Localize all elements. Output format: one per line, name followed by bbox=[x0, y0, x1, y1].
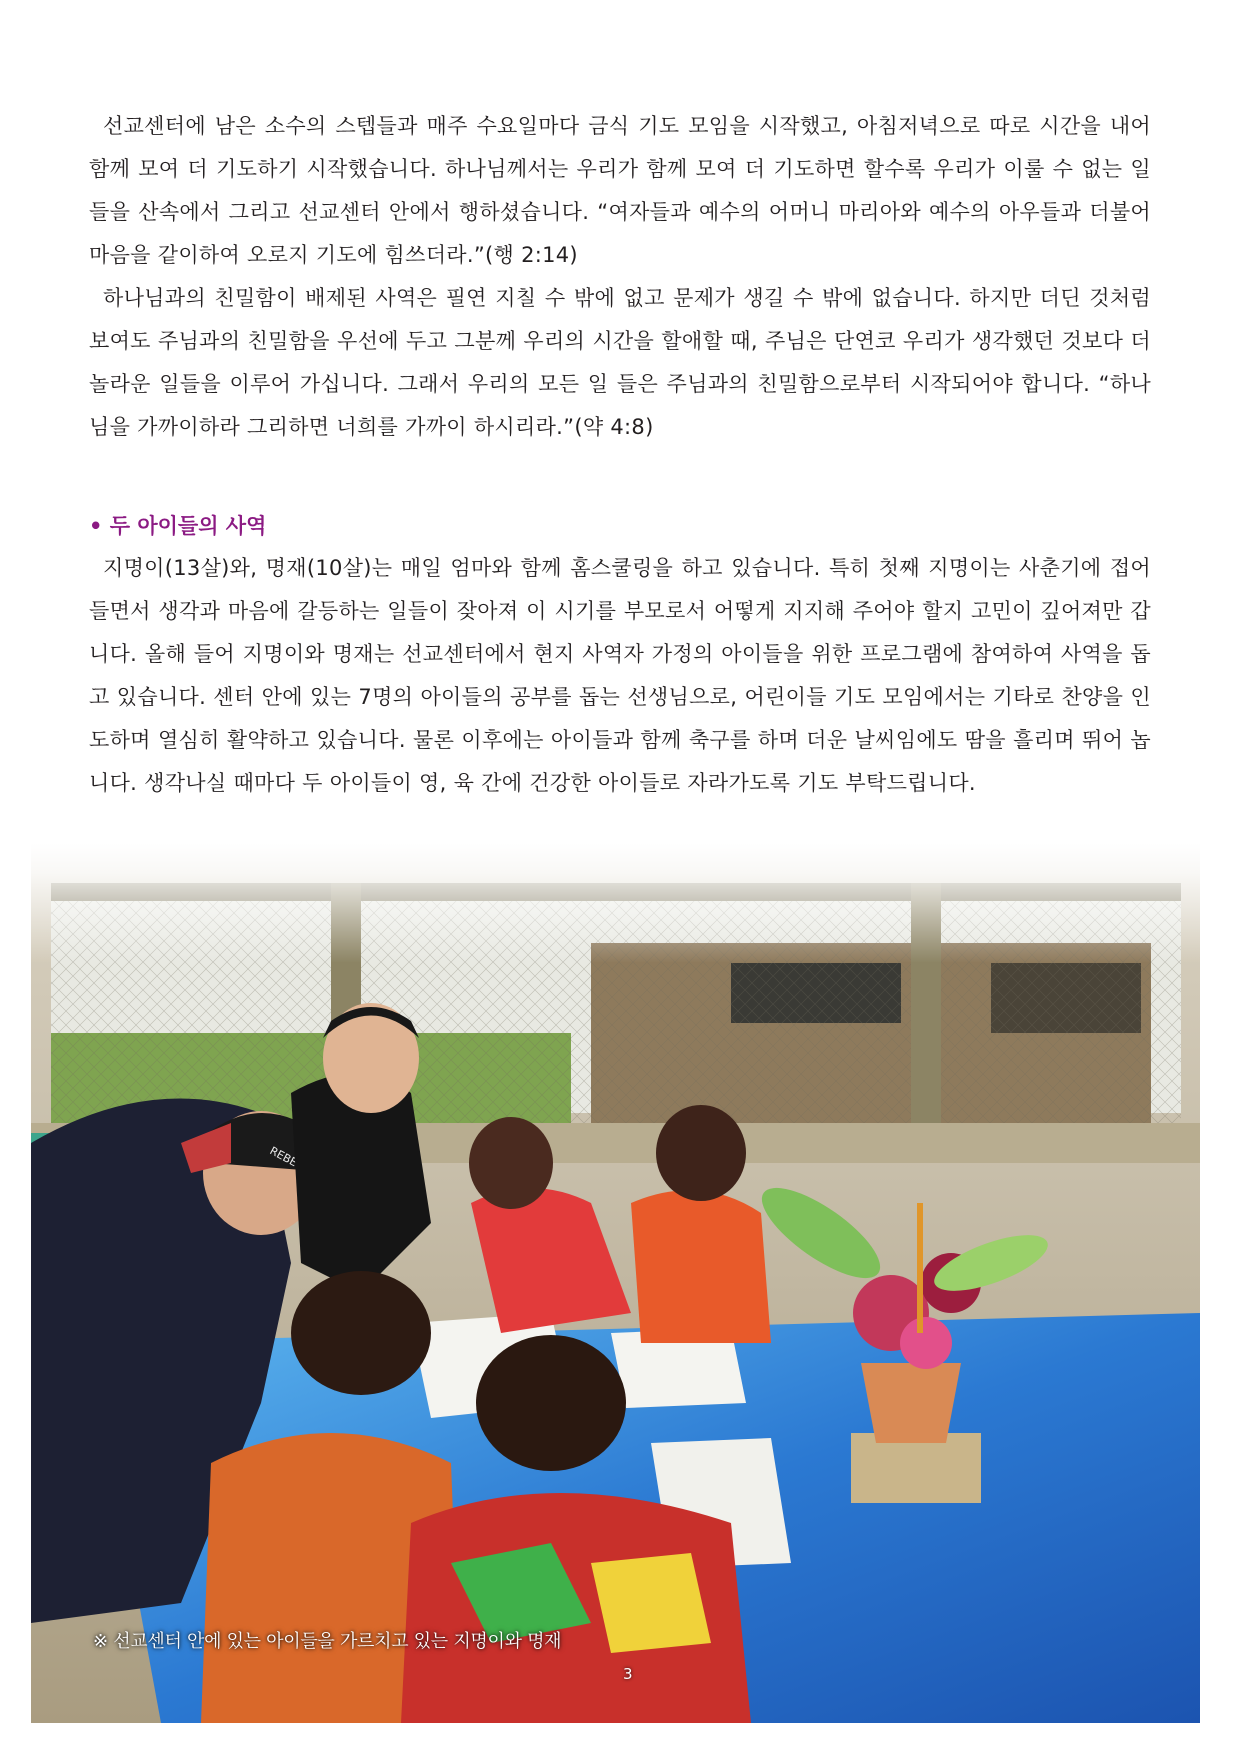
section-heading-two-children: • 두 아이들의 사역 bbox=[89, 514, 267, 538]
child-front-left-head bbox=[291, 1271, 431, 1395]
child-orange-head bbox=[656, 1105, 746, 1201]
classroom-photo bbox=[31, 843, 1200, 1723]
paragraph-intimacy: 하나님과의 친밀함이 배제된 사역은 필연 지칠 수 밖에 없고 문제가 생길 수 밖에 없습니다. 하지만 더딘 것처럼 보여도 주님과의 친밀함을 우선에 두고 그분께 우리의 시간을 할애할 때, 주님은 단연코 우리가 생각했던 것보다 더 놀라운 일들을 이루어 가십니다. 그래서 우리의 모든 일 들은 주님과의 친밀함으로부터 시작되어야 합니다. “하나님을 가까이하라 그리하면 너희를 가까이 하시리라.”(약 4:8) bbox=[89, 286, 1151, 439]
heliconia-stem bbox=[917, 1203, 923, 1333]
child-orange-shirt bbox=[631, 1190, 771, 1343]
page-number: 3 bbox=[623, 1665, 633, 1683]
flower-pot bbox=[861, 1363, 961, 1443]
wooden-board bbox=[851, 1433, 981, 1503]
classroom-scene bbox=[31, 843, 1200, 1723]
shirt-pattern-yellow bbox=[591, 1553, 711, 1653]
children-ministry-text bbox=[89, 547, 1151, 805]
cap-text: REBEL bbox=[267, 1144, 305, 1173]
child-red-head bbox=[469, 1117, 553, 1209]
paragraph-prayer-meeting: 선교센터에 남은 소수의 스텝들과 매주 수요일마다 금식 기도 모임을 시작했고, 아침저녁으로 따로 시간을 내어 함께 모여 더 기도하기 시작했습니다. 하나님께서는 우리가 함께 모여 더 기도하면 할수록 우리가 이룰 수 없는 일들을 산속에서 그리고 선교센터 안에서 행하셨습니다. “여자들과 예수의 어머니 마리아와 예수의 아우들과 더불어 마음을 같이하여 오로지 기도에 힘쓰더라.”(행 2:14) bbox=[89, 114, 1151, 267]
top-fade bbox=[31, 843, 1200, 963]
photo-caption: ※ 선교센터 안에 있는 아이들을 가르치고 있는 지명이와 명재 bbox=[93, 1631, 562, 1652]
child-front-right-head bbox=[476, 1335, 626, 1471]
intro-text bbox=[89, 105, 1151, 449]
paragraph-children-ministry: 지명이(13살)와, 명재(10살)는 매일 엄마와 함께 홈스쿨링을 하고 있습니다. 특히 첫째 지명이는 사춘기에 접어들면서 생각과 마음에 갈등하는 일들이 잦아져 이 시기를 부모로서 어떻게 지지해 주어야 할지 고민이 깊어져만 갑니다. 올해 들어 지명이와 명재는 선교센터에서 현지 사역자 가정의 아이들을 위한 프로그램에 참여하여 사역을 돕고 있습니다. 센터 안에 있는 7명의 아이들의 공부를 돕는 선생님으로, 어린이들 기도 모임에서는 기타로 찬양을 인도하며 열심히 활약하고 있습니다. 물론 이후에는 아이들과 함께 축구를 하며 더운 날씨임에도 땀을 흘리며 뛰어 놉니다. 생각나실 때마다 두 아이들이 영, 육 간에 건강한 아이들로 자라가도록 기도 부탁드립니다. bbox=[89, 556, 1151, 795]
flower-pink bbox=[900, 1317, 952, 1369]
